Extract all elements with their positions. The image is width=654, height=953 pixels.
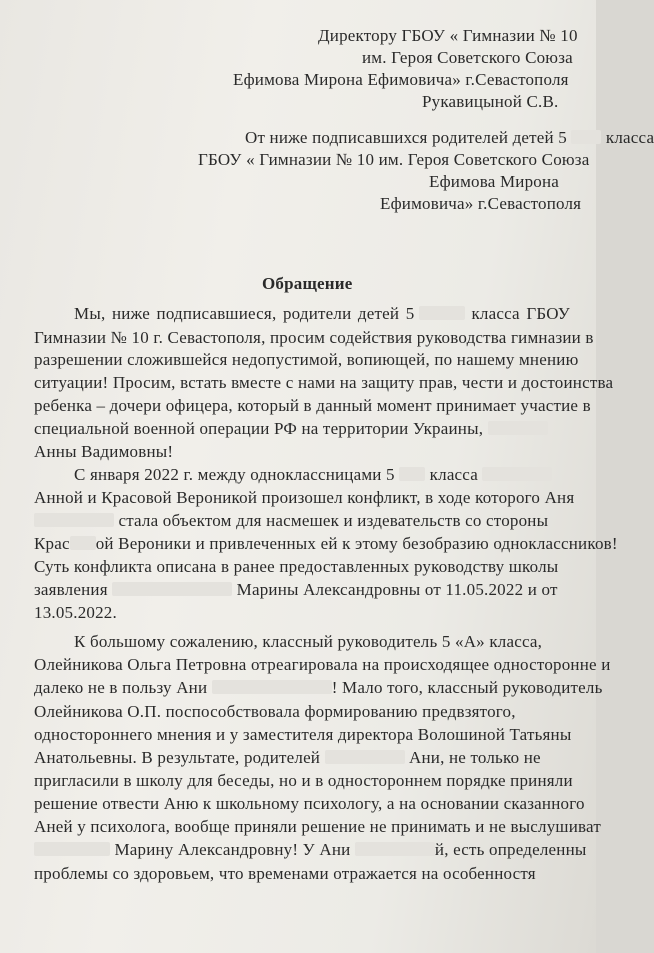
text: Марину Александровну! У Ани — [114, 840, 351, 859]
word: детей — [357, 304, 400, 323]
text: стала объектом для насмешек и издевательств со стороны — [118, 511, 549, 530]
body-line-13 — [34, 580, 558, 600]
word: ГБОУ — [526, 304, 570, 323]
body-line-7: Анны Вадимовны! — [34, 442, 174, 461]
word: класса — [471, 304, 520, 323]
sender-text-b: класса — [605, 128, 654, 147]
word: 5 — [405, 304, 415, 323]
sender-text-a: От ниже подписавшихся родителей детей 5 — [245, 128, 567, 147]
body-line-2: Гимназии № 10 г. Севастополя, просим содействия руководства гимназии в — [34, 328, 594, 347]
body-line-17 — [34, 678, 603, 698]
addressee-line-4: Рукавицыной С.В. — [422, 92, 559, 111]
word: Мы, — [74, 304, 106, 323]
addressee-line-1: Директору ГБОУ « Гимназии № 10 — [318, 26, 578, 45]
redaction — [212, 680, 332, 694]
addressee-line-2: им. Героя Советского Союза — [362, 48, 573, 67]
text: Марины Александровны от 11.05.2022 и от — [236, 580, 558, 599]
text: ой Вероники и привлеченных ей к этому безобразию одноклассников! — [95, 534, 618, 553]
text: класса — [429, 465, 479, 484]
redaction — [419, 306, 465, 320]
word-with-redaction — [406, 304, 465, 324]
body-line-9: Анной и Красовой Вероникой произошел конфликт, в ходе которого Аня — [34, 488, 575, 507]
sender-line-1 — [245, 128, 654, 148]
body-line-11 — [34, 534, 618, 554]
body-line-21: пригласили в школу для беседы, но и в одностороннем порядке приняли — [34, 771, 573, 790]
word: ниже — [111, 304, 150, 323]
text: Ани, не только не — [409, 748, 541, 767]
body-line-5: ребенка – дочери офицера, который в данный момент принимает участие в — [34, 396, 591, 415]
body-line-23: Аней у психолога, вообще приняли решение не принимать и не выслушиват — [34, 817, 601, 836]
sender-line-3: Ефимова Мирона — [429, 172, 560, 191]
body-line-24 — [34, 840, 587, 860]
redaction — [70, 536, 96, 550]
text: Анатольевны. В результате, родителей — [34, 748, 321, 767]
body-line-8 — [74, 465, 552, 485]
body-line-22: решение отвести Аню к школьному психологу, а на основании сказанного — [34, 794, 585, 813]
body-line-10 — [34, 511, 548, 531]
redaction — [34, 842, 110, 856]
word: подписавшиеся, — [156, 304, 277, 323]
text: ! Мало того, классный руководитель — [331, 678, 603, 697]
body-line-19: одностороннего мнения и у заместителя директора Волошиной Татьяны — [34, 725, 572, 744]
redaction — [399, 467, 425, 481]
body-line-1 — [74, 304, 570, 324]
addressee-line-3: Ефимова Мирона Ефимовича» г.Севастополя — [233, 70, 569, 89]
text: й, есть определенны — [434, 840, 587, 859]
sender-line-4: Ефимовича» г.Севастополя — [380, 194, 582, 213]
text: Крас — [34, 534, 70, 553]
word: родители — [282, 304, 352, 323]
body-line-18: Олейникова О.П. поспособствовала формированию предвзятого, — [34, 702, 516, 721]
text: специальной военной операции РФ на территории Украины, — [34, 419, 484, 438]
text: С января 2022 г. между одноклассницами 5 — [74, 465, 395, 484]
body-line-14: 13.05.2022. — [34, 603, 117, 622]
text: заявления — [34, 580, 108, 599]
redaction — [488, 421, 548, 435]
redaction — [34, 513, 114, 527]
body-line-15: К большому сожалению, классный руководитель 5 «А» класса, — [74, 632, 543, 651]
body-line-3: разрешении сложившейся недопустимой, вопиющей, по нашему мнению — [34, 350, 579, 369]
body-line-20 — [34, 748, 541, 768]
text: далеко не в пользу Ани — [34, 678, 208, 697]
redaction — [571, 130, 601, 144]
body-line-6 — [34, 419, 548, 439]
body-line-12: Суть конфликта описана в ранее предоставленных руководству школы — [34, 557, 559, 576]
redaction — [482, 467, 552, 481]
body-line-25: проблемы со здоровьем, что временами отражается на особенностя — [34, 864, 536, 883]
redaction — [355, 842, 435, 856]
body-line-16: Олейникова Ольга Петровна отреагировала на происходящее односторонне и — [34, 655, 611, 674]
redaction — [112, 582, 232, 596]
body-line-4: ситуации! Просим, встать вместе с нами на защиту прав, чести и достоинства — [34, 373, 614, 392]
document-title: Обращение — [262, 274, 353, 293]
sender-line-2: ГБОУ « Гимназии № 10 им. Героя Советского Союза — [198, 150, 590, 169]
redaction — [325, 750, 405, 764]
